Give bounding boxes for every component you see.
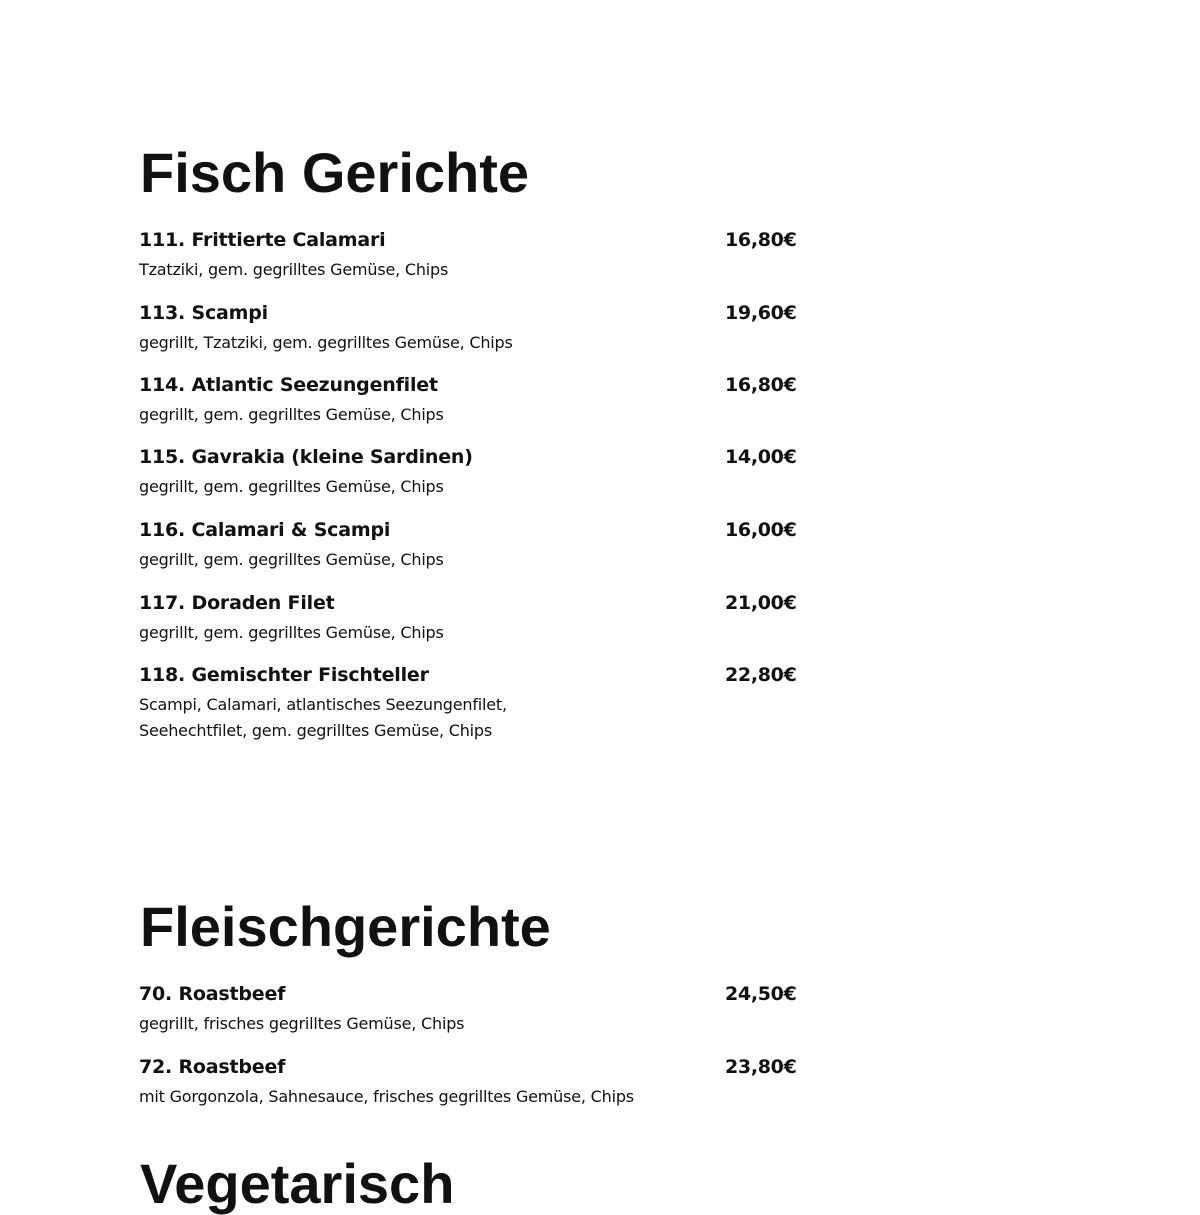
item-description bbox=[139, 257, 799, 283]
item-description bbox=[139, 1011, 799, 1037]
item-price: 21,00€ bbox=[725, 592, 797, 614]
section-title-fisch: Fisch Gerichte bbox=[140, 141, 530, 204]
item-price: 23,80€ bbox=[725, 1056, 797, 1078]
menu-item bbox=[139, 229, 799, 283]
item-description bbox=[139, 1084, 799, 1110]
item-description-line: gegrillt, Tzatziki, gem. gegrilltes Gemüse, Chips bbox=[139, 333, 513, 352]
item-description-line: gegrillt, frisches gegrilltes Gemüse, Chips bbox=[139, 1014, 465, 1033]
item-description bbox=[139, 692, 799, 744]
item-price: 19,60€ bbox=[725, 302, 797, 324]
menu-item bbox=[139, 983, 799, 1037]
item-description-line: gegrillt, gem. gegrilltes Gemüse, Chips bbox=[139, 550, 444, 569]
item-description-line: Seehechtfilet, gem. gegrilltes Gemüse, Chips bbox=[139, 721, 492, 740]
item-description-line: gegrillt, gem. gegrilltes Gemüse, Chips bbox=[139, 405, 444, 424]
item-description-line: gegrillt, gem. gegrilltes Gemüse, Chips bbox=[139, 477, 444, 496]
item-name: 113. Scampi bbox=[139, 302, 268, 324]
menu-item bbox=[139, 374, 799, 428]
section-title-fleisch: Fleischgerichte bbox=[140, 895, 551, 958]
menu-item bbox=[139, 592, 799, 646]
menu-item bbox=[139, 302, 799, 356]
item-name: 116. Calamari & Scampi bbox=[139, 519, 391, 541]
menu-item bbox=[139, 664, 799, 744]
item-description-line: gegrillt, gem. gegrilltes Gemüse, Chips bbox=[139, 623, 444, 642]
item-description bbox=[139, 402, 799, 428]
item-description bbox=[139, 547, 799, 573]
menu-item bbox=[139, 519, 799, 573]
item-name: 117. Doraden Filet bbox=[139, 592, 335, 614]
item-name: 111. Frittierte Calamari bbox=[139, 229, 386, 251]
item-name: 72. Roastbeef bbox=[139, 1056, 286, 1078]
item-description-line: Tzatziki, gem. gegrilltes Gemüse, Chips bbox=[139, 260, 449, 279]
item-description bbox=[139, 474, 799, 500]
item-name: 114. Atlantic Seezungenfilet bbox=[139, 374, 438, 396]
menu-item bbox=[139, 1056, 799, 1110]
menu-item bbox=[139, 446, 799, 500]
item-price: 24,50€ bbox=[725, 983, 797, 1005]
item-name: 115. Gavrakia (kleine Sardinen) bbox=[139, 446, 473, 468]
item-price: 16,80€ bbox=[725, 374, 797, 396]
item-name: 70. Roastbeef bbox=[139, 983, 286, 1005]
item-price: 16,00€ bbox=[725, 519, 797, 541]
item-price: 16,80€ bbox=[725, 229, 797, 251]
section-title-vegetarisch: Vegetarisch bbox=[140, 1152, 455, 1215]
item-description-line: Scampi, Calamari, atlantisches Seezungenfilet, bbox=[139, 695, 507, 714]
item-name: 118. Gemischter Fischteller bbox=[139, 664, 429, 686]
item-description bbox=[139, 620, 799, 646]
item-description-line: mit Gorgonzola, Sahnesauce, frisches gegrilltes Gemüse, Chips bbox=[139, 1087, 634, 1106]
item-price: 14,00€ bbox=[725, 446, 797, 468]
item-description bbox=[139, 330, 799, 356]
item-price: 22,80€ bbox=[725, 664, 797, 686]
